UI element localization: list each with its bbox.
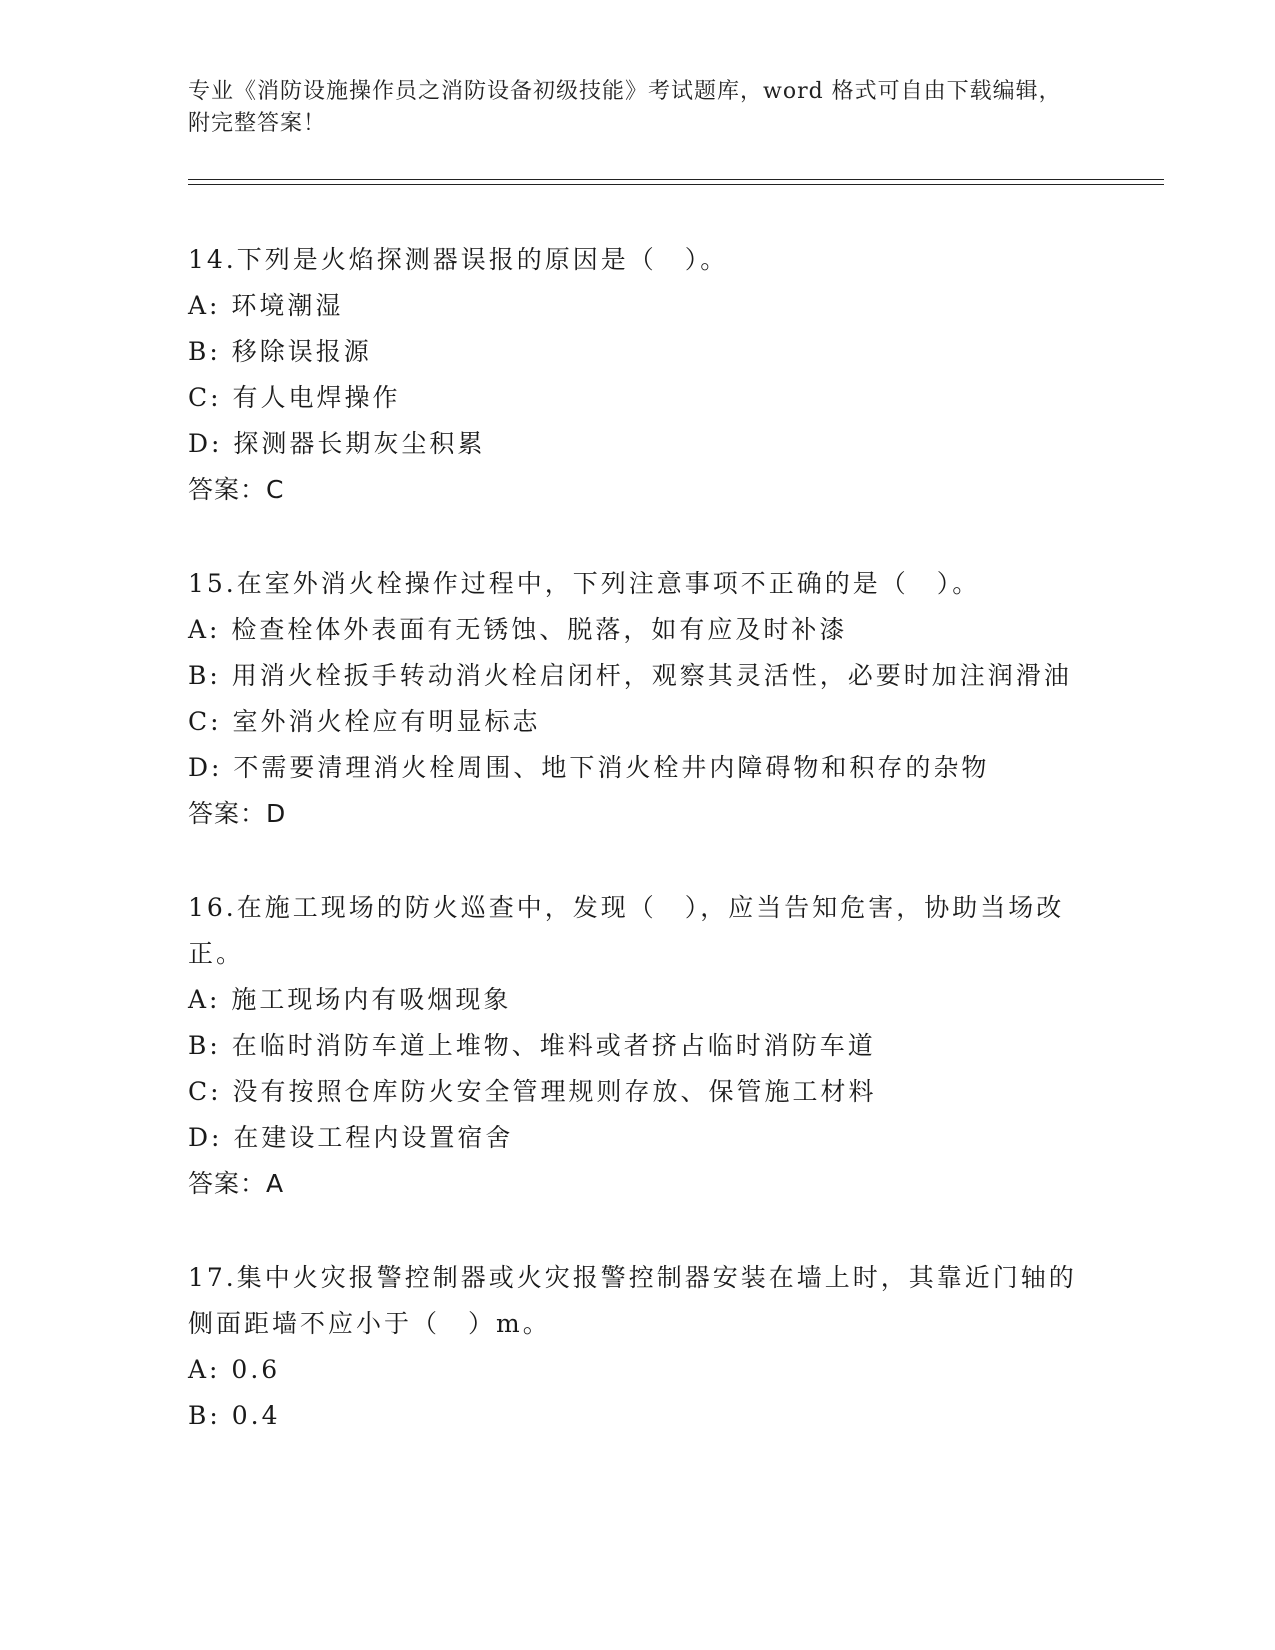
option-c: C: 有人电焊操作: [188, 383, 401, 412]
option-d: D: 探测器长期灰尘积累: [188, 429, 486, 458]
option-a: A: 环境潮湿: [188, 291, 344, 320]
option-a: A: 0.6: [188, 1355, 281, 1384]
option-b: B: 在临时消防车道上堆物、堆料或者挤占临时消防车道: [188, 1031, 876, 1060]
option-b: B: 0.4: [188, 1401, 281, 1430]
option-d: D: 在建设工程内设置宿舍: [188, 1123, 514, 1152]
header-divider-top: [188, 179, 1164, 180]
question-14: [188, 237, 1088, 513]
question-17: [188, 1255, 1088, 1439]
answer-line: 答案：C: [188, 475, 285, 504]
option-b: B: 移除误报源: [188, 337, 372, 366]
header-divider-bottom: [188, 184, 1164, 185]
question-stem: 15.在室外消火栓操作过程中，下列注意事项不正确的是（ ）。: [188, 569, 981, 598]
document-intro: 专业《消防设施操作员之消防设备初级技能》考试题库，word 格式可自由下载编辑，附完整答案！: [188, 79, 1062, 136]
question-list: [188, 237, 1088, 1487]
option-a: A: 检查栓体外表面有无锈蚀、脱落，如有应及时补漆: [188, 615, 848, 644]
answer-line: 答案：A: [188, 1169, 285, 1198]
question-stem: 17.集中火灾报警控制器或火灾报警控制器安装在墙上时，其靠近门轴的侧面距墙不应小于（ ）m。: [188, 1263, 1077, 1338]
answer-line: 答案：D: [188, 799, 287, 828]
question-15: [188, 561, 1088, 837]
question-stem: 16.在施工现场的防火巡查中，发现（ ），应当告知危害，协助当场改正。: [188, 893, 1065, 968]
question-stem: 14.下列是火焰探测器误报的原因是（ ）。: [188, 245, 729, 274]
option-a: A: 施工现场内有吸烟现象: [188, 985, 512, 1014]
option-d: D: 不需要清理消火栓周围、地下消火栓井内障碍物和积存的杂物: [188, 753, 990, 782]
question-16: [188, 885, 1088, 1207]
option-c: C: 没有按照仓库防火安全管理规则存放、保管施工材料: [188, 1077, 877, 1106]
option-b: B: 用消火栓扳手转动消火栓启闭杆，观察其灵活性，必要时加注润滑油: [188, 661, 1072, 690]
option-c: C: 室外消火栓应有明显标志: [188, 707, 541, 736]
